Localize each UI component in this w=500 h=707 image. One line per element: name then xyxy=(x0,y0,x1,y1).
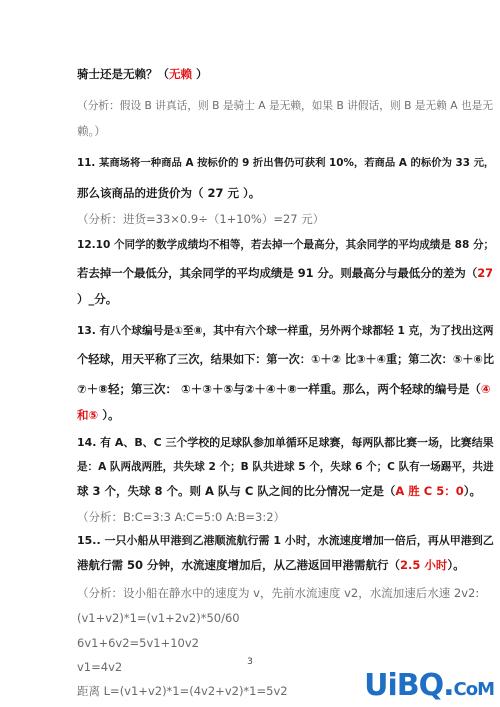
q11-line-2: 那么该商品的进货价为（ 27 元 ）。 xyxy=(77,186,261,200)
q11-analysis: （分析：进货=33×0.9÷（1+10%）=27 元） xyxy=(77,212,325,226)
q15-analysis-3: 6v1+6v2=5v1+10v2 xyxy=(77,636,199,650)
q15-analysis-2: (v1+v2)*1=(v1+2v2)*50/60 xyxy=(77,611,240,625)
q12-line-3: ）_分。 xyxy=(77,292,118,306)
q12-line-2: 若去掉一个最低分，其余同学的平均成绩是 91 分。则最高分与最低分的差为（27 xyxy=(77,266,494,280)
q10-tail: 骑士还是无赖？（无赖 ） xyxy=(77,67,208,81)
q11-line-1: 11. 某商场将一种商品 A 按标价的 9 折出售仍可获利 10%，若商品 A 的标价为 33 元， xyxy=(77,157,495,169)
q13-line-2: 个轻球，用天平称了三次，结果如下：第一次：①＋② 比③＋④重；第二次：⑤＋⑥比 xyxy=(77,353,494,366)
q10-analysis-2: 赖。） xyxy=(77,124,106,138)
watermark-logo: UiBQ.CoM xyxy=(364,668,494,703)
q15-analysis-5: 距离 L=(v1+v2)*1=(4v2+v2)*1=5v2 xyxy=(77,684,288,698)
q14-line-3: 球 3 个，失球 8 个。则 A 队与 C 队之间的比分情况一定是（A 胜 C 5：0）。 xyxy=(77,484,481,498)
q15-line-1: 15.. 一只小船从甲港到乙港顺流航行需 1 小时，水流速度增加一倍后，再从甲港到乙 xyxy=(77,534,494,547)
q10-analysis-1: （分析：假设 B 讲真话，则 B 是骑士 A 是无赖，如果 B 讲假话，则 B 是无赖 A 也是无 xyxy=(77,99,494,112)
q14-line-1: 14. 有 A、B、C 三个学校的足球队参加单循环足球赛，每两队都比赛一场，比赛结果 xyxy=(77,436,494,449)
q13-line-1: 13. 有八个球编号是①至⑧，其中有六个球一样重，另外两个球都轻 1 克，为了找出这两 xyxy=(77,324,494,337)
q13-line-4: 和⑤ ）。 xyxy=(77,408,120,422)
q13-line-3: ⑦＋⑧轻；第三次： ①＋③＋⑤与②＋④＋⑧一样重。那么，两个轻球的编号是（④ xyxy=(77,382,491,396)
q15-analysis-4: v1=4v2 xyxy=(77,660,123,674)
q14-line-2: 是：A 队两战两胜，共失球 2 个；B 队共进球 5 个，失球 6 个；C 队有一场踢平，共进 xyxy=(77,461,494,473)
page-number: 3 xyxy=(247,657,253,667)
q15-line-2: 港航行需 50 分钟，水流速度增加后，从乙港返回甲港需航行（2.5 小时）。 xyxy=(77,558,465,572)
q15-analysis-1: （分析：设小船在静水中的速度为 v，先前水流速度 v2，水流加速后水速 2v2: xyxy=(77,586,480,600)
q12-line-1: 12.10 个同学的数学成绩均不相等，若去掉一个最高分，其余同学的平均成绩是 88 分； xyxy=(77,239,495,251)
q14-analysis: （分析：B:C=3:3 A:C=5:0 A:B=3:2） xyxy=(77,510,286,524)
